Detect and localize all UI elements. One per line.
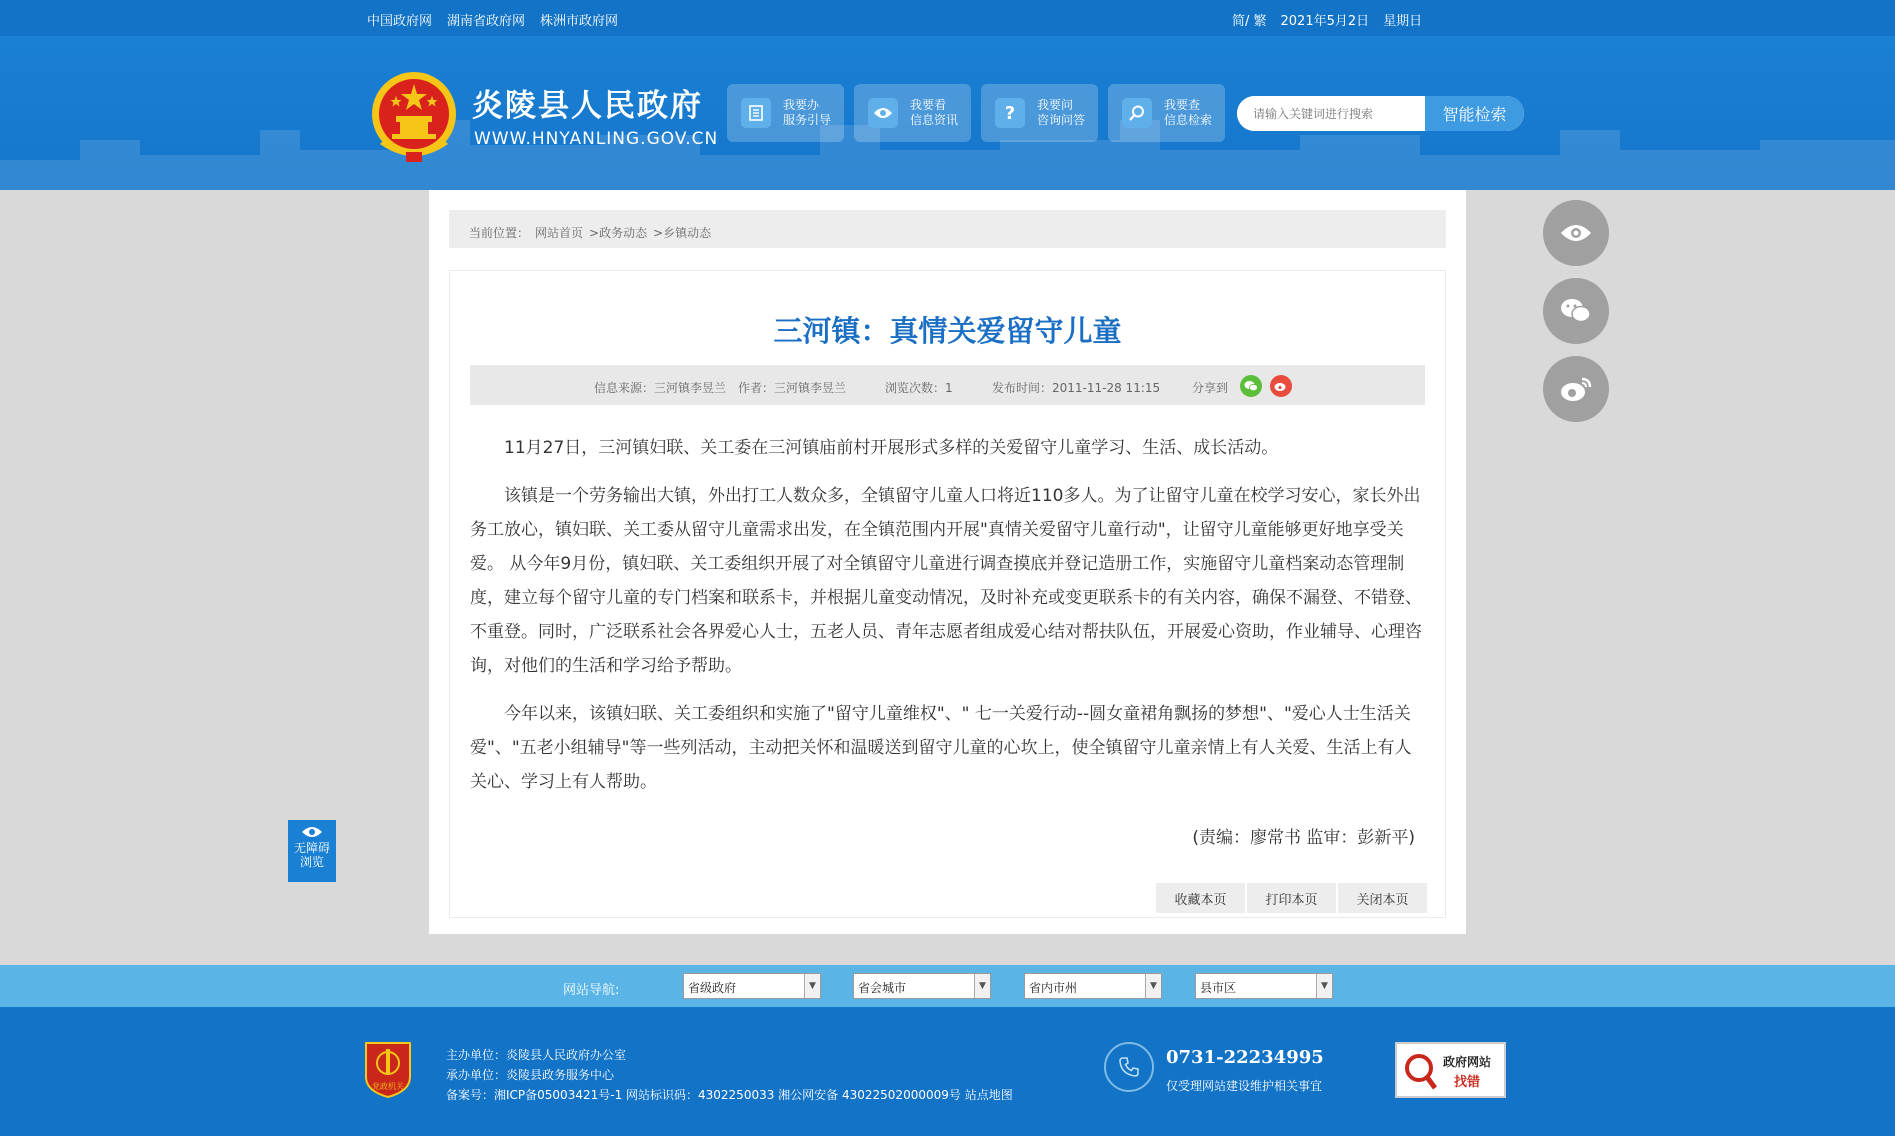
- footer-site-nav: [0, 965, 1895, 1007]
- eye-icon: [868, 98, 898, 128]
- print-page-button[interactable]: 打印本页: [1247, 883, 1336, 913]
- article-editor: (责编：廖常书 监审：彭新平): [1192, 828, 1415, 848]
- site-title: 炎陵县人民政府: [472, 88, 703, 124]
- nav-info-search[interactable]: 我要查 信息检索: [1108, 84, 1225, 142]
- link-gov-cn[interactable]: 中国政府网: [367, 14, 433, 29]
- error-report-line2: 找错: [1453, 1075, 1481, 1090]
- bookmark-page-button[interactable]: 收藏本页: [1156, 883, 1245, 913]
- accessibility-button[interactable]: 无障碍 浏览: [288, 820, 336, 882]
- footer-info: [446, 1045, 1013, 1105]
- footer-organizer: 承办单位：炎陵县政务服务中心: [446, 1068, 615, 1082]
- share-weibo-icon[interactable]: [1270, 375, 1292, 397]
- article-title: 三河镇：真情关爱留守儿童: [773, 314, 1122, 348]
- chevron-down-icon: ▼: [804, 974, 820, 998]
- breadcrumb-label: 当前位置：: [469, 226, 530, 240]
- nav-info-news[interactable]: 我要看 信息资讯: [854, 84, 971, 142]
- float-wechat-button[interactable]: [1543, 278, 1609, 344]
- site-footer: [0, 1007, 1895, 1136]
- float-eye-button[interactable]: [1543, 200, 1609, 266]
- select-capital-cities[interactable]: 省会城市 ▼: [853, 973, 991, 999]
- footer-host: 主办单位：炎陵县人民政府办公室: [446, 1048, 627, 1062]
- nav-service-guide[interactable]: 我要办 服务引导: [727, 84, 844, 142]
- top-right: [1232, 10, 1422, 29]
- top-bar: [0, 0, 1895, 36]
- current-weekday: 星期日: [1383, 14, 1423, 29]
- current-date: 2021年5月2日: [1280, 14, 1370, 29]
- close-page-button[interactable]: 关闭本页: [1338, 883, 1427, 913]
- question-icon: ?: [995, 98, 1025, 128]
- article-meta: [470, 365, 1425, 405]
- site-domain: WWW.HNYANLING.GOV.CN: [474, 129, 719, 149]
- select-provincial-gov[interactable]: 省级政府 ▼: [683, 973, 821, 999]
- article-paragraph: 11月27日，三河镇妇联、关工委在三河镇庙前村开展形式多样的关爱留守儿童学习、生活、成长活动。: [504, 438, 1279, 458]
- site-header: [0, 36, 1895, 190]
- site-nav-label: 网站导航:: [563, 983, 620, 998]
- chevron-down-icon: ▼: [1316, 974, 1332, 998]
- search-box: [1237, 96, 1524, 131]
- gov-site-error-report-button[interactable]: [1395, 1042, 1506, 1098]
- error-report-line1: 政府网站: [1442, 1055, 1492, 1069]
- footer-phone: 0731-22234995: [1166, 1047, 1324, 1068]
- badge-text: 党政机关: [372, 1082, 404, 1091]
- article-actions: [1156, 883, 1427, 913]
- article-paragraph: 该镇是一个劳务输出大镇，外出打工人数众多，全镇留守儿童人口将近110多人。为了让留守儿童在校学习安心，家长外出务工放心，镇妇联、关工委从留守儿童需求出发，在全镇范围内开展"真情关爱留守儿童行动"，让留守儿童能够更好地享受关爱。 从今年9月份，镇妇联、关工委组织开展了对全镇留守儿童进行调查摸底并登记造册工作，实施留守儿童档案动态管理制度，建立每个留守儿童的专门档案和联系卡，并根据儿童变动情况，及时补充或变更联系卡的有关内容，确保不漏登、不错登、不重登。同时，广泛联系社会各界爱心人士，五老人员、青年志愿者组成爱心结对帮扶队伍，开展爱心资助，作业辅导、心理咨询，对他们的生活和学习给予帮助。: [470, 486, 1422, 676]
- eye-icon: [1560, 223, 1592, 243]
- wechat-icon: [1560, 297, 1592, 325]
- article-body: [470, 431, 1425, 813]
- footer-phone-note: 仅受理网站建设维护相关事宜: [1166, 1079, 1323, 1093]
- meta-published: 发布时间：2011-11-28 11:15: [992, 381, 1161, 395]
- meta-author: 作者：三河镇李昱兰: [738, 381, 847, 395]
- national-emblem-icon: [366, 68, 462, 168]
- meta-share-label: 分享到: [1192, 381, 1229, 395]
- article: [449, 270, 1446, 918]
- float-weibo-button[interactable]: [1543, 356, 1609, 422]
- eye-icon: [301, 826, 323, 838]
- weibo-icon: [1560, 376, 1592, 402]
- chevron-down-icon: ▼: [974, 974, 990, 998]
- error-report-logo-icon: [1397, 1044, 1504, 1096]
- breadcrumb: [449, 210, 1446, 248]
- footer-record: 备案号：湘ICP备05003421号-1 网站标识码：4302250033 湘公网安备 43022502000009号 站点地图: [446, 1088, 1013, 1102]
- main-panel: [429, 190, 1466, 934]
- breadcrumb-town-news[interactable]: >乡镇动态: [653, 226, 712, 240]
- top-links: [367, 10, 618, 29]
- link-hunan-gov[interactable]: 湖南省政府网: [447, 14, 526, 29]
- doc-icon: [741, 98, 771, 128]
- search-input[interactable]: [1237, 96, 1425, 131]
- chevron-down-icon: ▼: [1145, 974, 1161, 998]
- meta-source: 信息来源：三河镇李昱兰: [594, 381, 727, 395]
- breadcrumb-gov-news[interactable]: >政务动态: [589, 226, 648, 240]
- article-paragraph: 今年以来，该镇妇联、关工委组织和实施了"留守儿童维权"、" 七一关爱行动--圆女童裙角飘扬的梦想"、"爱心人士生活关爱"、"五老小组辅导"等一些列活动，主动把关怀和温暖送到留守儿童的心坎上，使全镇留守儿童亲情上有人关爱、生活上有人关心、学习上有人帮助。: [470, 704, 1412, 792]
- select-counties[interactable]: 县市区 ▼: [1195, 973, 1333, 999]
- link-zhuzhou-gov[interactable]: 株洲市政府网: [540, 14, 619, 29]
- search-icon: [1122, 98, 1152, 128]
- party-gov-badge-icon[interactable]: [362, 1039, 414, 1099]
- smart-search-button[interactable]: 智能检索: [1425, 96, 1524, 131]
- lang-switch[interactable]: 简/ 繁: [1232, 14, 1267, 29]
- phone-icon: [1104, 1042, 1154, 1092]
- select-province-cities[interactable]: 省内市州 ▼: [1024, 973, 1162, 999]
- breadcrumb-home[interactable]: 网站首页: [535, 226, 584, 240]
- nav-consult-qa[interactable]: ? 我要问 咨询问答: [981, 84, 1098, 142]
- meta-views: 浏览次数：1: [885, 381, 953, 395]
- share-wechat-icon[interactable]: [1240, 375, 1262, 397]
